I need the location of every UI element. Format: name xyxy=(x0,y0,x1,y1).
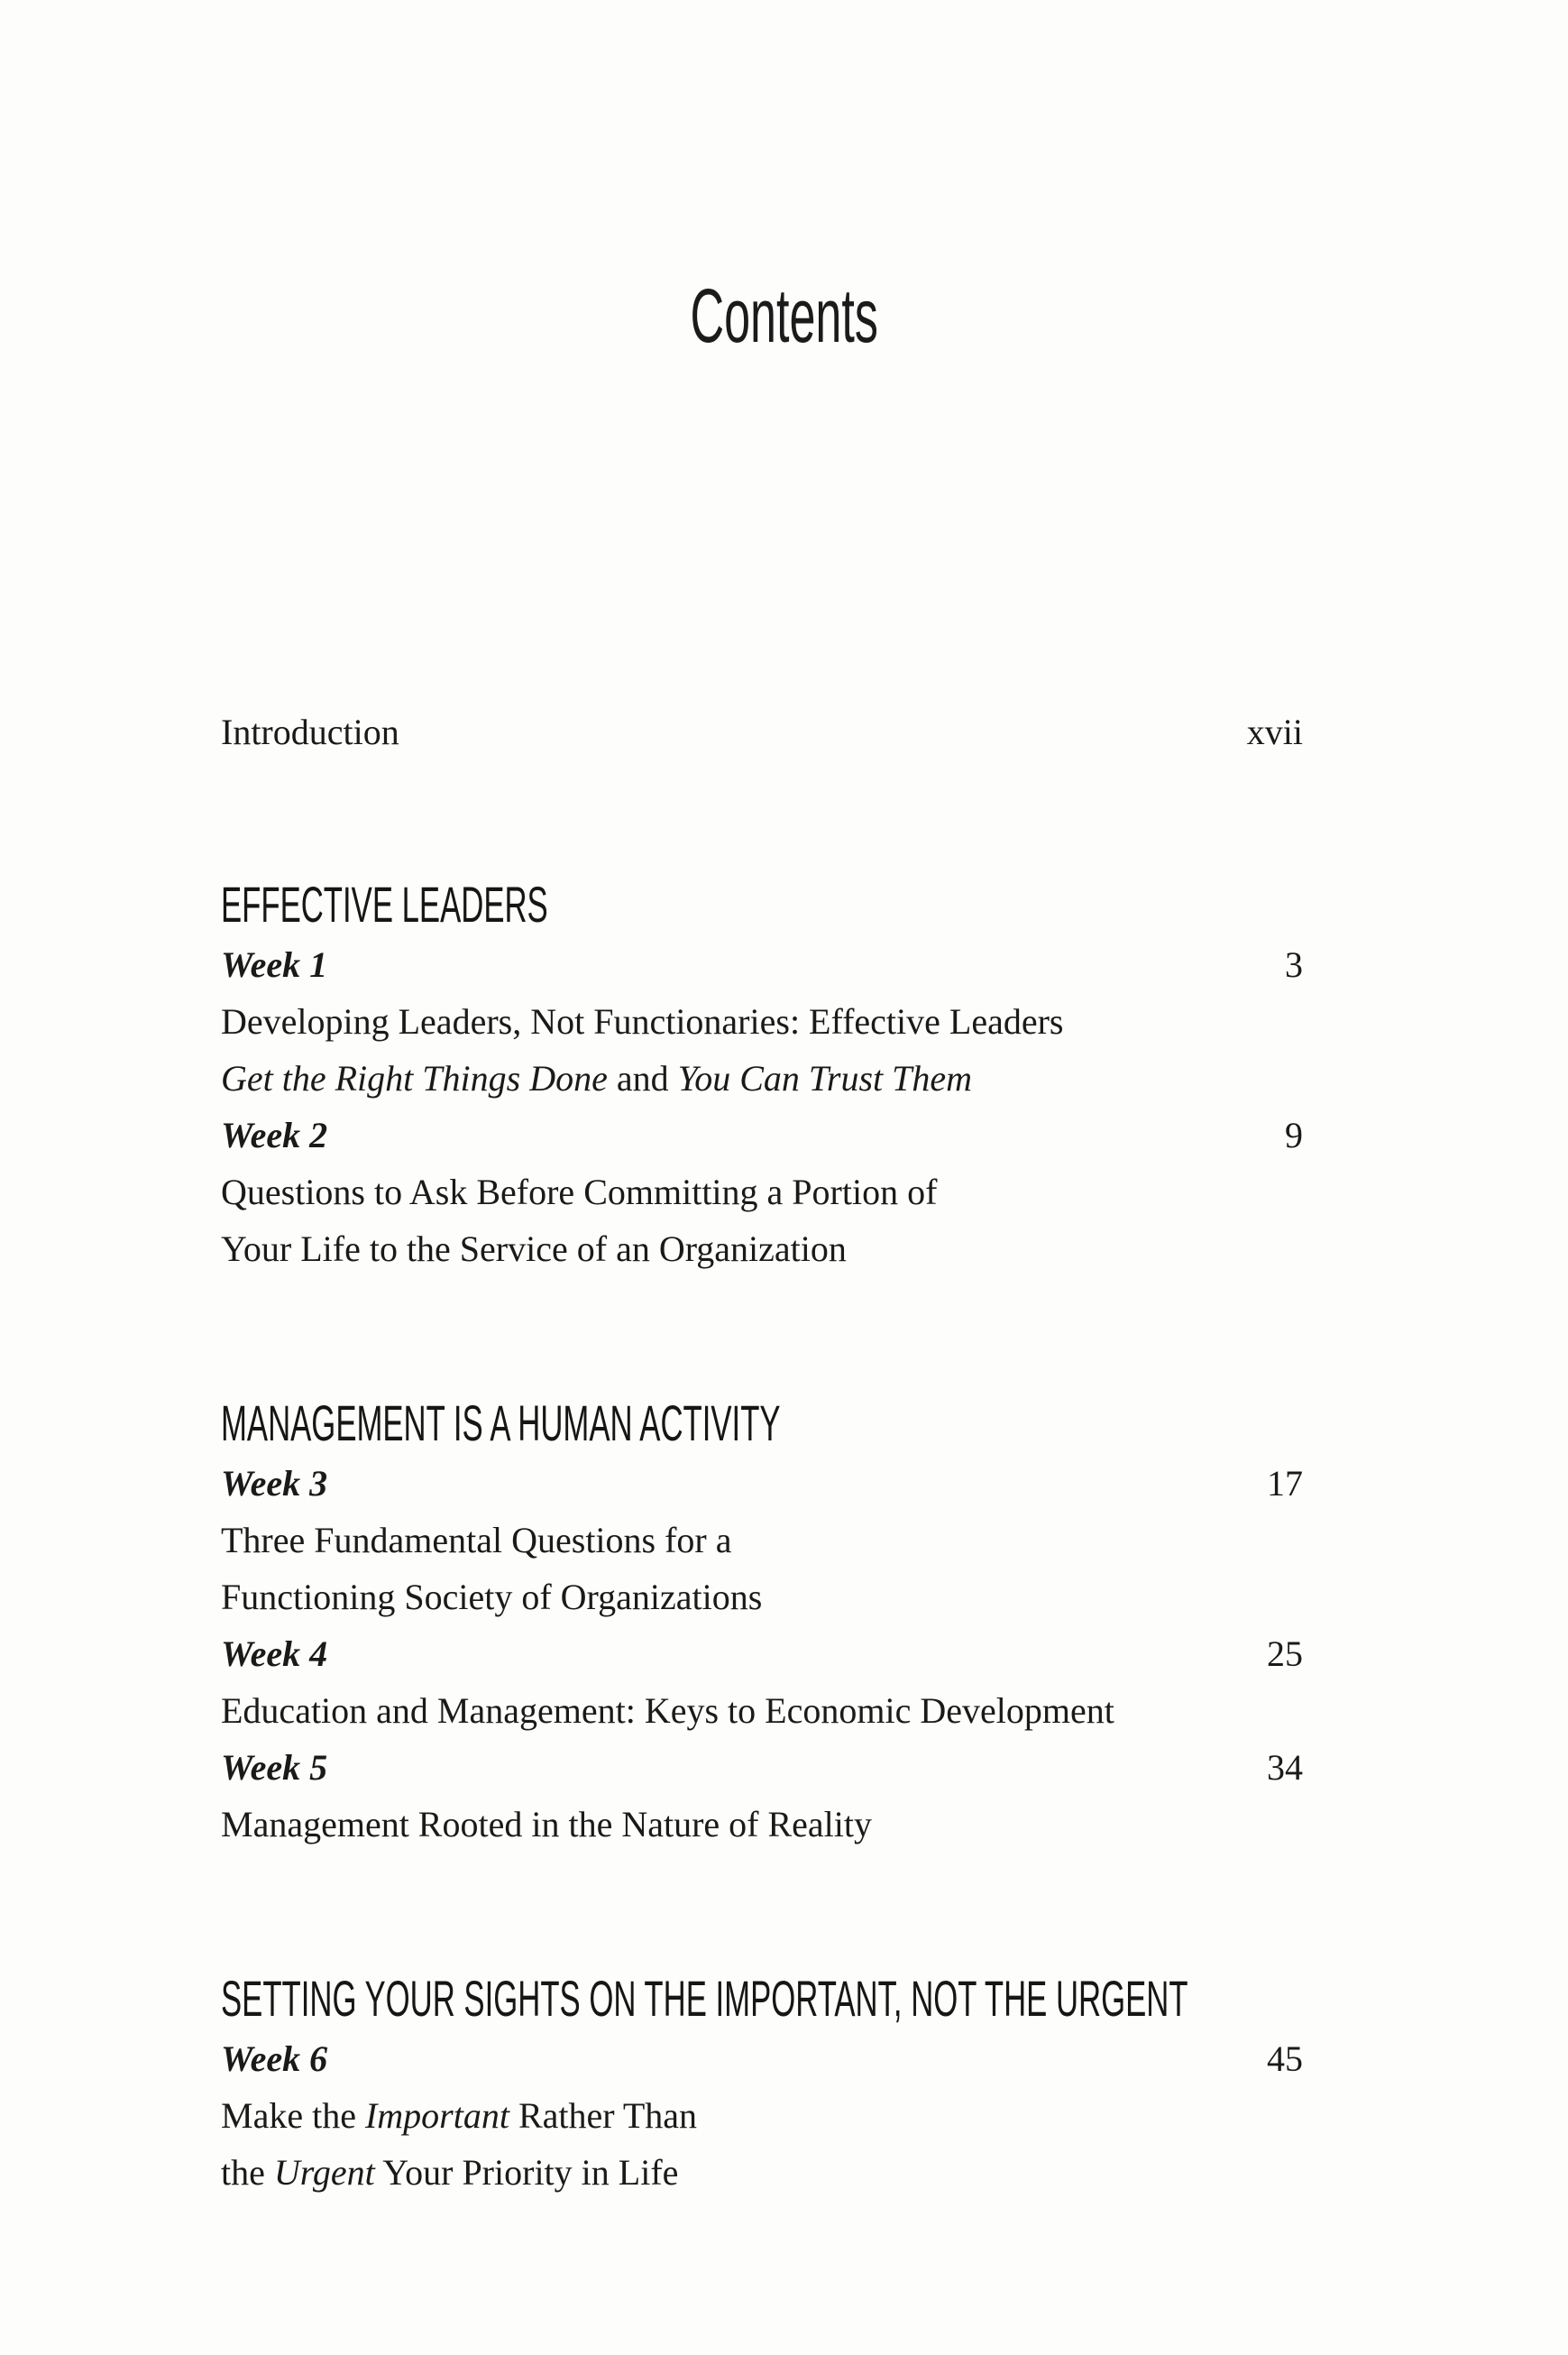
chapter-title-line xyxy=(221,993,1303,1050)
week-label: Week 1 xyxy=(221,944,328,985)
toc-entry-label: Introduction xyxy=(221,712,399,752)
toc-section xyxy=(221,873,1303,1277)
toc-section xyxy=(221,1967,1303,2201)
text-segment: Your Life to the Service of an Organization xyxy=(221,1228,847,1269)
chapter-title-line xyxy=(221,1512,1303,1568)
toc-week-entry[interactable] xyxy=(221,936,1303,993)
italic-text: Get the Right Things Done xyxy=(221,1058,608,1099)
text-segment: Management Rooted in the Nature of Reality xyxy=(221,1804,873,1844)
week-label: Week 3 xyxy=(221,1463,328,1504)
toc-page-number: 25 xyxy=(1267,1633,1303,1674)
toc-page-number: 17 xyxy=(1267,1463,1303,1504)
section-heading: MANAGEMENT IS A HUMAN ACTIVITY xyxy=(221,1394,781,1451)
chapter-title-line xyxy=(221,1568,1303,1625)
text-segment: the xyxy=(221,2152,274,2193)
spacer xyxy=(221,1853,1303,1967)
week-label: Week 2 xyxy=(221,1115,328,1155)
chapter-title-line xyxy=(221,1796,1303,1853)
italic-text: Important xyxy=(364,2095,509,2136)
text-segment: Questions to Ask Before Committing a Portion of xyxy=(221,1172,938,1212)
spacer xyxy=(221,1277,1303,1392)
text-segment: Your Priority in Life xyxy=(374,2152,679,2193)
toc-page-number: 45 xyxy=(1267,2038,1303,2079)
toc-page-number: 3 xyxy=(1285,944,1303,985)
italic-text: You Can Trust Them xyxy=(677,1058,973,1099)
chapter-title-line xyxy=(221,2087,1303,2144)
text-segment: Functioning Society of Organizations xyxy=(221,1577,763,1617)
toc-sections xyxy=(221,873,1303,2201)
text-segment: and xyxy=(607,1058,678,1099)
text-segment: Three Fundamental Questions for a xyxy=(221,1520,732,1560)
text-segment: Education and Management: Keys to Economic Development xyxy=(221,1690,1114,1731)
toc-week-entry[interactable] xyxy=(221,1739,1303,1796)
chapter-title-line xyxy=(221,2144,1303,2201)
italic-text: Urgent xyxy=(273,2152,375,2193)
toc-page-number: 9 xyxy=(1285,1115,1303,1155)
spacer xyxy=(221,760,1303,873)
chapter-title-line xyxy=(221,1164,1303,1220)
toc-week-entry[interactable] xyxy=(221,1107,1303,1164)
toc-entry-introduction[interactable] xyxy=(221,704,1303,760)
page-title: Contents xyxy=(690,273,878,358)
text-segment: Developing Leaders, Not Functionaries: Effective Leaders xyxy=(221,1001,1064,1042)
chapter-title-line xyxy=(221,1050,1303,1107)
toc-page-number: 34 xyxy=(1267,1747,1303,1788)
toc-section xyxy=(221,1392,1303,1853)
toc-week-entry[interactable] xyxy=(221,2030,1303,2087)
toc-week-entry[interactable] xyxy=(221,1455,1303,1512)
week-label: Week 5 xyxy=(221,1747,328,1788)
text-segment: Rather Than xyxy=(509,2095,698,2136)
chapter-title-line xyxy=(221,1682,1303,1739)
text-segment: Make the xyxy=(221,2095,365,2136)
table-of-contents xyxy=(221,704,1303,2201)
toc-week-entry[interactable] xyxy=(221,1625,1303,1682)
chapter-title-line xyxy=(221,1220,1303,1277)
section-heading: EFFECTIVE LEADERS xyxy=(221,876,548,933)
week-label: Week 6 xyxy=(221,2038,328,2079)
section-heading: SETTING YOUR SIGHTS ON THE IMPORTANT, NOT THE URGENT xyxy=(221,1970,1188,2027)
toc-page-number: xvii xyxy=(1246,712,1303,752)
week-label: Week 4 xyxy=(221,1633,328,1674)
